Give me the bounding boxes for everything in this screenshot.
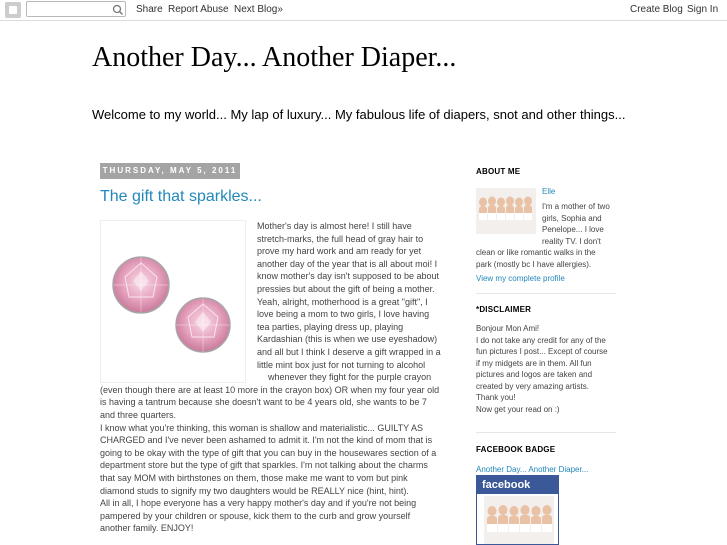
post-text-line: is having a tantrum because she doesn't want to be 4 years old, she wants to be 7 (100, 397, 427, 408)
about-me-heading: ABOUT ME (476, 167, 521, 176)
profile-photo[interactable] (476, 188, 536, 234)
disclaimer-line: pictures and logos are taken and (476, 370, 593, 379)
post-text-line: Yeah, alright, motherhood is a great "gift", I (257, 296, 428, 307)
profile-description-line: park (mostly bc I have allergies). (476, 259, 592, 269)
post-text-line: little mint box just for not turning to alcohol (257, 359, 426, 370)
disclaimer-line: created by very amazing artists. (476, 381, 589, 391)
post-text-line: going to be okay with the type of gift that you can buy in the housewares section of a (100, 447, 437, 458)
share-link[interactable]: Share (136, 4, 163, 15)
post-text-line: stretch-marks, the full head of gray hair to (257, 233, 424, 244)
facebook-badge-link[interactable]: Another Day... Another Diaper... (476, 465, 589, 474)
post-text-line: whenever they fight for the purple crayon (268, 372, 432, 383)
sign-in-link[interactable]: Sign In (687, 4, 719, 15)
post-text-line: that say MOM with birthstones on them, those make me want to vom but pink (100, 473, 408, 483)
post-text-line: and three quarters. (100, 410, 177, 420)
post-title[interactable]: The gift that sparkles... (100, 188, 262, 205)
post-date: THURSDAY, MAY 5, 2011 (100, 163, 240, 179)
disclaimer-line: if my midgets are in them. All fun (476, 358, 592, 368)
post-text-line: tea parties, playing dress up, playing (257, 321, 404, 332)
facebook-badge[interactable] (476, 475, 559, 545)
facebook-badge-heading: FACEBOOK BADGE (476, 445, 556, 454)
post-image[interactable] (100, 220, 246, 383)
navbar (0, 0, 727, 21)
post-text-line: Mother's day is almost here! I still have (257, 221, 412, 231)
disclaimer-line: fun pictures I post... Except of course (476, 347, 608, 356)
blog-title[interactable]: Another Day... Another Diaper... (92, 42, 457, 73)
post-text-line: diamond studs to signify my two daughters would be REALLY nice (hint, hint). (100, 485, 409, 496)
view-profile-link[interactable]: View my complete profile (476, 274, 565, 283)
post-text-line: (even though there are at least 10 more in the crayon box) OR when my four year old (100, 384, 440, 395)
facebook-logo: facebook (477, 476, 559, 494)
disclaimer-line: Now get your read on :) (476, 404, 560, 414)
disclaimer-line: I do not take any credit for any of the (476, 335, 606, 345)
post-text-line: and all but I think I deserve a gift wrapped in a (257, 347, 441, 357)
post-text-line: CHARGED and I've never been ashamed to admit it. I'm not the kind of mom that is (100, 435, 433, 446)
profile-name-link[interactable]: Elle (542, 187, 556, 196)
post-text-line: Kardashian (this is when we use eyeshadow) (257, 334, 438, 345)
post-text-line: know mother's day isn't supposed to be about (257, 271, 440, 282)
profile-description-line: clean or like romantic walks in the (476, 248, 596, 257)
post-text-line: pampered by your children or spouse, kick them to the curb and grow yourself (100, 510, 411, 521)
post-text-line: love being a mom to two girls, I love having (257, 309, 430, 320)
profile-description-line: girls, Sophia and (542, 213, 602, 223)
sidebar-divider (476, 432, 616, 433)
post-text-line: All in all, I hope everyone has a very happy mother's day and if you're not being (100, 498, 417, 509)
post-text-line: prove my hard work and am ready for yet (257, 246, 422, 257)
search-icon[interactable] (111, 3, 125, 17)
post-text-line: another family. ENJOY! (100, 523, 194, 534)
sidebar-divider (476, 293, 616, 294)
create-blog-link[interactable]: Create Blog (630, 4, 683, 15)
disclaimer-heading: *DISCLAIMER (476, 305, 532, 314)
post-text-line: department store but the type of gift that sparkles. I'm not talking about the charms (100, 460, 428, 471)
disclaimer-line: Bonjour Mon Ami! (476, 324, 540, 333)
profile-description-line: reality TV. I don't (542, 236, 601, 246)
post-text-line: another day of the year that is all about moi! I (257, 258, 438, 269)
profile-description-line: I'm a mother of two (542, 202, 610, 211)
next-blog-link[interactable]: Next Blog» (234, 4, 283, 15)
blogger-logo-icon[interactable] (5, 2, 21, 18)
post-text-line: I know what you're thinking, this woman is shallow and materialistic... GUILTY AS (100, 422, 424, 433)
disclaimer-line: Thank you! (476, 393, 516, 402)
facebook-profile-image (484, 496, 554, 545)
report-abuse-link[interactable]: Report Abuse (168, 4, 229, 15)
post-text-line: pressies but about the gift of being a mother. (257, 284, 435, 294)
pink-diamond-earrings-image (101, 221, 245, 382)
blog-description: Welcome to my world... My lap of luxury... My fabulous life of diapers, snot and other things... (92, 107, 626, 122)
profile-description-line: Penelope... I love (542, 225, 604, 234)
babies-photo-image (476, 188, 536, 234)
